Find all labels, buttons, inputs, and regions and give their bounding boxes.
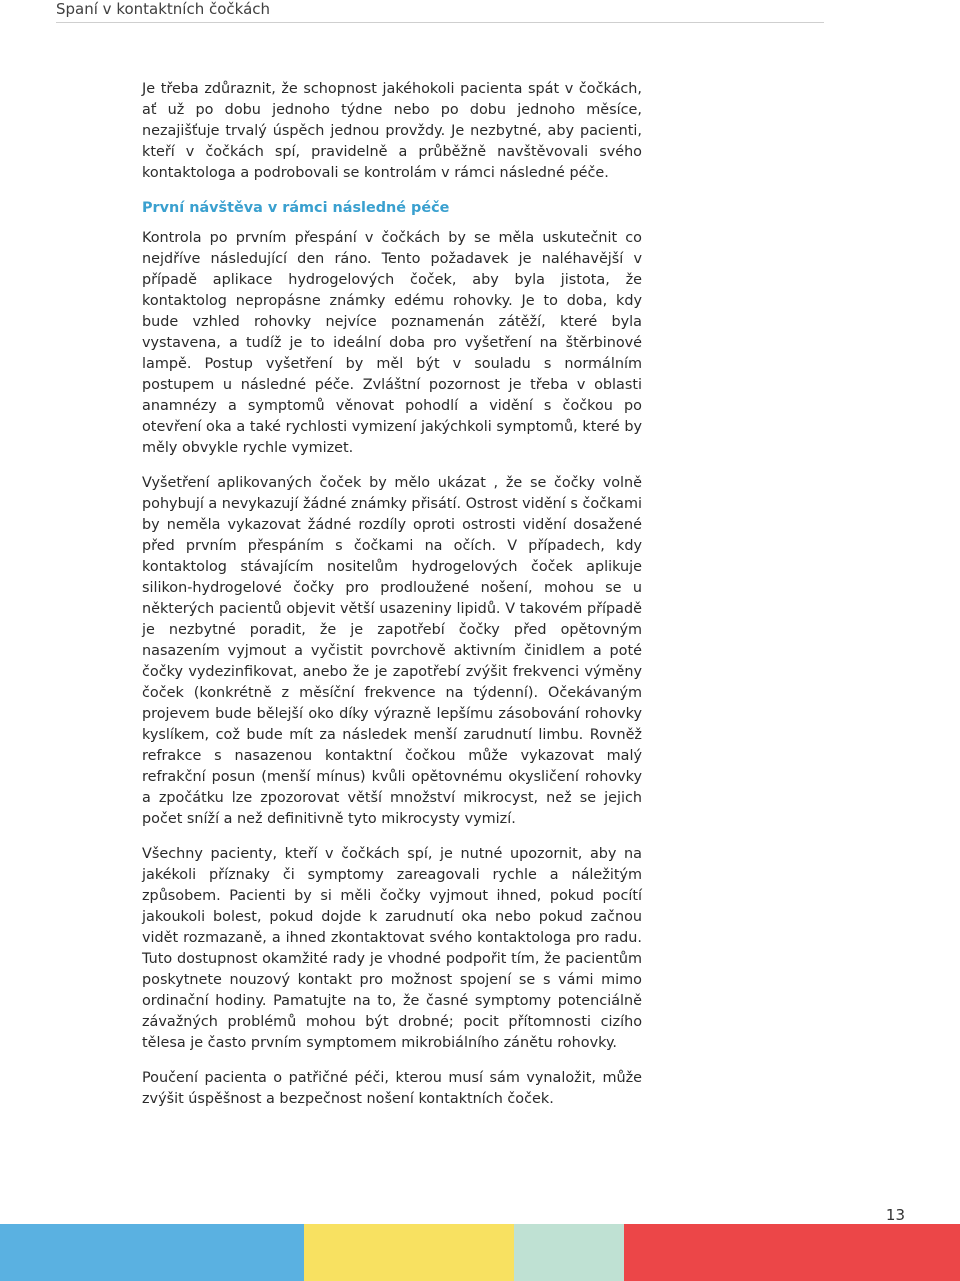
page-number: 13 — [885, 1206, 905, 1224]
color-bar-segment-blue — [0, 1224, 304, 1281]
color-bar-segment-red — [624, 1224, 960, 1281]
color-bar-segment-mint — [514, 1224, 624, 1281]
body-paragraph-4: Poučení pacienta o patřičné péči, kterou musí sám vynaložit, může zvýšit úspěšnost a bezpečnost nošení kontaktních čoček. — [142, 1070, 642, 1107]
intro-paragraph: Je třeba zdůraznit, že schopnost jakéhokoli pacienta spát v čočkách, ať už po dobu jednoho týdne nebo po dobu jednoho měsíce, nezajišťuje trvalý úspěch jednou provždy. Je nezbytné, aby pacienti, kteří v čočkách spí, pravidelně a průběžně navštěvovali svého kontaktologa a podrobovali se kontrolám v rámci následné péče. — [142, 81, 642, 181]
running-header — [56, 0, 824, 23]
footer-color-bar — [0, 1224, 960, 1281]
page-content — [142, 79, 642, 1124]
color-bar-segment-yellow — [304, 1224, 514, 1281]
body-paragraph-2: Vyšetření aplikovaných čoček by mělo ukázat , že se čočky volně pohybují a nevykazují žádné známky přisátí. Ostrost vidění s čočkami by neměla vykazovat žádné rozdíly oproti ostrosti vidění dosažené před prvním přespáním s čočkami na očích. V případech, kdy kontaktolog stávajícím nositelům hydrogelových čoček aplikuje silikon-hydrogelové čočky pro prodloužené nošení, mohou se u některých pacientů objevit větší usazeniny lipidů. V takovém případě je nezbytné poradit, že je zapotřebí čočky před opětovným nasazením vyjmout a vyčistit povrchově aktivním činidlem a poté čočky vydezinfikovat, anebo že je zapotřebí zvýšit frekvenci výměny čoček (konkrétně z měsíční frekvence na týdenní). Očekávaným projevem bude bělejší oko díky výrazně lepšímu zásobování rohovky kyslíkem, což bude mít za následek menší zarudnutí limbu. Rovněž refrakce s nasazenou kontaktní čočkou může vykazovat malý refrakční posun (menší mínus) kvůli opětovnému okysličení rohovky a zpočátku lze zpozorovat větší množství mikrocyst, než se jejich počet sníží a než definitivně tyto mikrocysty vymizí. — [142, 475, 642, 827]
body-paragraph-3: Všechny pacienty, kteří v čočkách spí, je nutné upozornit, aby na jakékoli příznaky či symptomy zareagovali rychle a náležitým způsobem. Pacienti by si měli čočky vyjmout ihned, pokud pocítí jakoukoli bolest, pokud dojde k zarudnutí oka nebo pokud začnou vidět rozmazaně, a ihned zkontaktovat svého kontaktologa pro radu. Tuto dostupnost okamžité rady je vhodné podpořit tím, že pacientům poskytnete nouzový kontakt pro možnost spojení se s vámi mimo ordinační hodiny. Pamatujte na to, že časné symptomy potenciálně závažných problémů mohou být drobné; pocit přítomnosti cizího tělesa je často prvním symptomem mikrobiálního zánětu rohovky. — [142, 846, 642, 1051]
body-paragraph-1: Kontrola po prvním přespání v čočkách by se měla uskutečnit co nejdříve následující den ráno. Tento požadavek je naléhavější v případě aplikace hydrogelových čoček, aby byla jistota, že kontaktolog nepropásne známky edému rohovky. Je to doba, kdy bude vzhled rohovky nejvíce poznamenán zátěží, které byla vystavena, a tudíž je to ideální doba pro vyšetření na štěrbinové lampě. Postup vyšetření by měl být v souladu s normálním postupem u následné péče. Zvláštní pozornost je třeba v oblasti anamnézy a symptomů věnovat pohodlí a vidění s čočkou po otevření oka a také rychlosti vymizení jakýchkoli symptomů, které by měly obvykle rychle vymizet. — [142, 230, 642, 456]
section-heading: První návštěva v rámci následné péče — [142, 200, 450, 216]
running-header-title: Spaní v kontaktních čočkách — [56, 0, 271, 18]
